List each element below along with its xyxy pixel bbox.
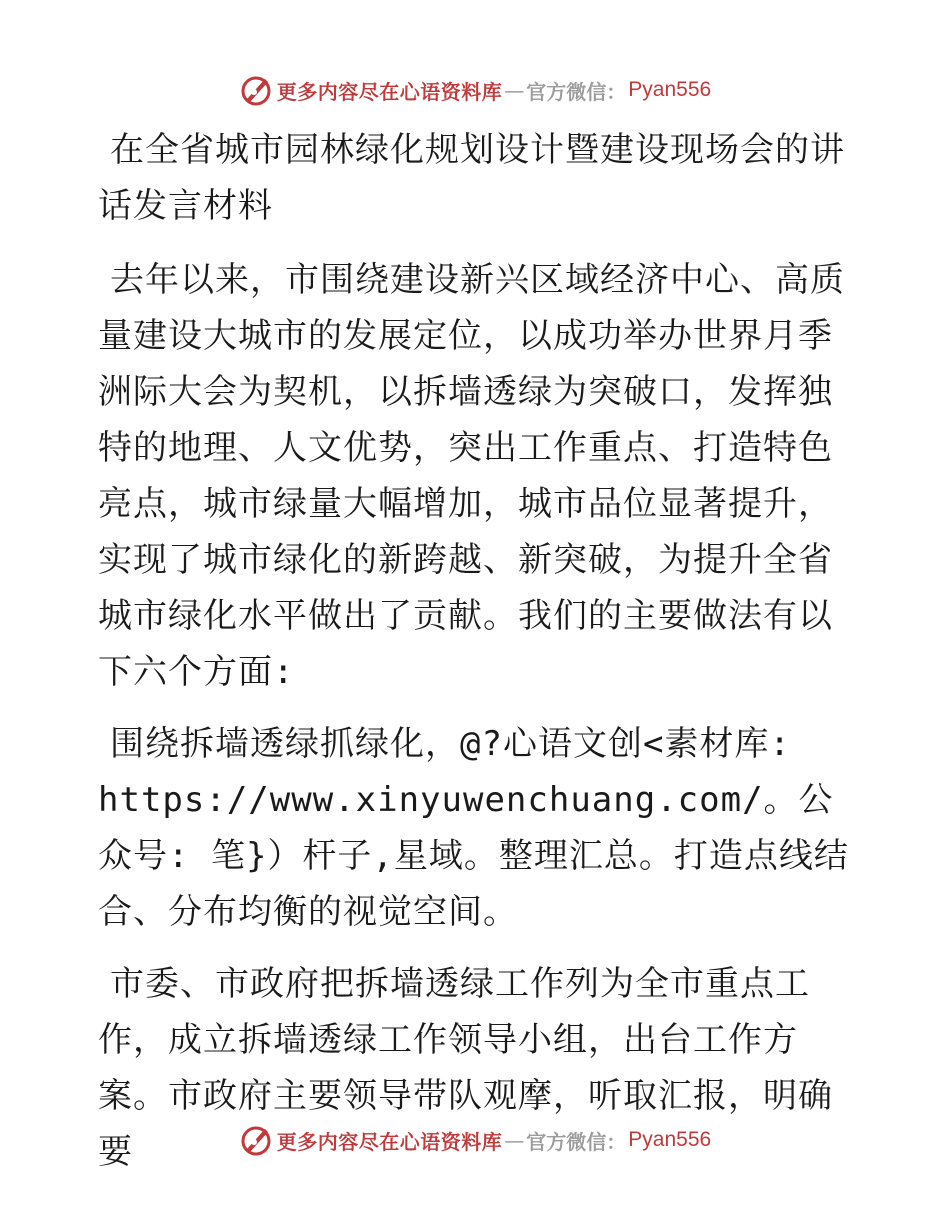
pen-logo-icon: [239, 1123, 273, 1157]
header-dash: —: [504, 78, 525, 102]
document-body: [98, 122, 858, 1196]
footer-dash: —: [504, 1128, 525, 1152]
pen-logo-icon: [239, 73, 273, 107]
header-official-label: 官方微信：: [526, 79, 627, 104]
paragraph: 去年以来，市围绕建设新兴区域经济中心、高质量建设大城市的发展定位，以成功举办世界月季洲际大会为契机，以拆墙透绿为突破口，发挥独特的地理、人文优势，突出工作重点、打造特色亮点，城市绿量大幅增加，城市品位显著提升，实现了城市绿化的新跨越、新突破，为提升全省城市绿化水平做出了贡献。我们的主要做法有以下六个方面:: [98, 260, 845, 692]
paragraph: 围绕拆墙透绿抓绿化，@?心语文创<素材库: https://www.xinyuwenchuang.com/。公众号: 笔}）杆子,星域。整理汇总。打造点线结合、分布均衡的视觉空间。: [98, 724, 849, 932]
header-wechat-id: Pyan556: [628, 78, 712, 101]
header-brand-text: 更多内容尽在心语资料库: [276, 79, 503, 104]
footer-wechat-id: Pyan556: [628, 1128, 712, 1151]
footer-brand-text: 更多内容尽在心语资料库: [276, 1129, 503, 1154]
footer-banner: [0, 1120, 950, 1160]
document-title: 在全省城市园林绿化规划设计暨建设现场会的讲话发言材料: [98, 130, 845, 226]
header-banner: [0, 70, 950, 110]
footer-official-label: 官方微信：: [526, 1129, 627, 1154]
paragraph: 市委、市政府把拆墙透绿工作列为全市重点工作，成立拆墙透绿工作领导小组，出台工作方案。市政府主要领导带队观摩，听取汇报，明确要: [98, 964, 833, 1172]
